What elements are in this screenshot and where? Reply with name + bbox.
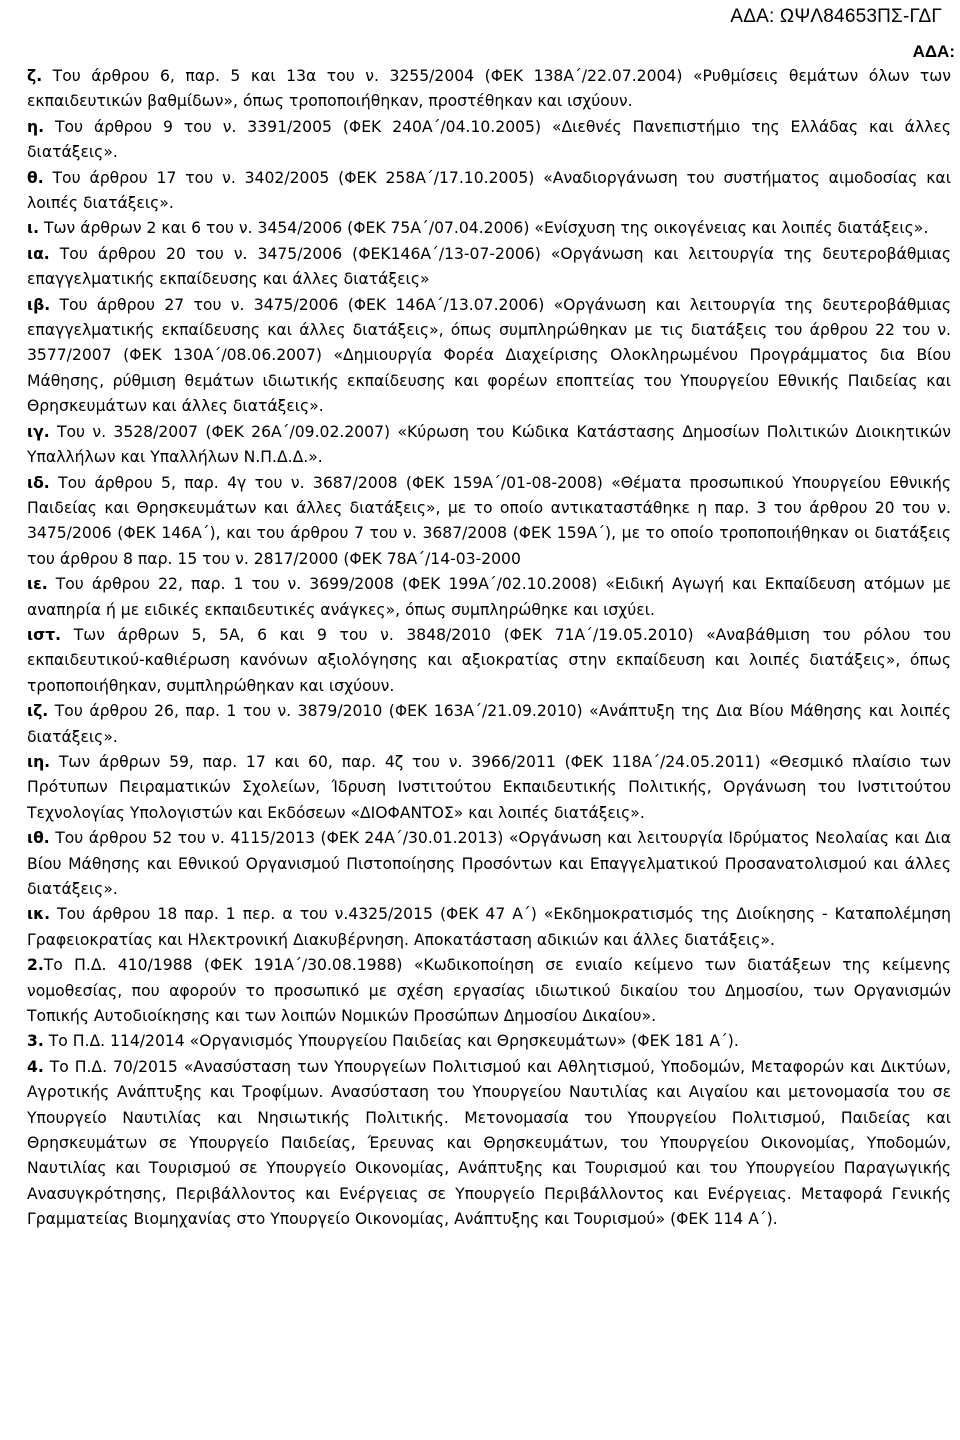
item-label: η. — [27, 117, 45, 136]
list-item — [27, 1029, 951, 1054]
item-label: ιθ. — [27, 829, 50, 848]
item-text: Του άρθρου 52 του ν. 4115/2013 (ΦΕΚ 24Α΄/30.01.2013) «Οργάνωση και λειτουργία Ιδρύματος Νεολαίας και Δια Βίου Μάθησης και Εθνικού Οργανισμού Πιστοποίησης Προσόντων και Επαγγελματικού Προσανατολισμού και άλλες διατάξεις». — [27, 829, 951, 898]
item-text: Το Π.Δ. 70/2015 «Ανασύσταση των Υπουργείων Πολιτισμού και Αθλητισμού, Υποδομών, Μεταφορών και Δικτύων, Αγροτικής Ανάπτυξης και Τροφίμων. Ανασύσταση του Υπουργείου Ναυτιλίας και Αιγαίου και μετονομασία του σε Υπουργείο Ναυτιλίας και Νησιωτικής Πολιτικής. Μετονομασία του Υπουργείου Πολιτισμού, Παιδείας και Θρησκευμάτων σε Υπουργείο Παιδείας, Έρευνας και Θρησκευμάτων, του Υπουργείου Οικονομίας, Υποδομών, Ναυτιλίας και Τουρισμού σε Υπουργείο Οικονομίας, Ανάπτυξης και Τουρισμού και του Υπουργείου Παραγωγικής Ανασυγκρότησης, Περιβάλλοντος και Ενέργειας σε Υπουργείο Περιβάλλοντος και Ενέργειας. Μεταφορά Γενικής Γραμματείας Βιομηχανίας στο Υπουργείο Οικονομίας, Ανάπτυξης και Τουρισμού» (ΦΕΚ 114 Α΄). — [27, 1057, 951, 1229]
item-label: ι. — [27, 219, 39, 238]
item-label: ιστ. — [27, 625, 62, 644]
item-text: Το Π.Δ. 410/1988 (ΦΕΚ 191Α΄/30.08.1988) «Κωδικοποίηση σε ενιαίο κείμενο των διατάξεων της κείμενης νομοθεσίας, που αφορούν το προσωπικό με σχέση εργασίας ιδιωτικού δικαίου του Δημοσίου, των Οργανισμών Τοπικής Αυτοδιοίκησης και των λοιπών Νομικών Προσώπων Δημοσίου Δικαίου». — [27, 956, 951, 1026]
list-item — [27, 471, 951, 573]
list-item — [27, 420, 951, 471]
list-item — [27, 826, 951, 902]
item-label: ιδ. — [27, 473, 50, 492]
list-item — [27, 293, 951, 420]
item-text: Του άρθρου 27 του ν. 3475/2006 (ΦΕΚ 146Α΄/13.07.2006) «Οργάνωση και λειτουργία της δευτεροβάθμιας επαγγελματικής εκπαίδευσης και άλλες διατάξεις», όπως συμπληρώθηκαν με τις διατάξεις του άρθρου 22 του ν. 3577/2007 (ΦΕΚ 130Α΄/08.06.2007) «Δημιουργία Φορέα Διαχείρισης Ολοκληρωμένου Προγράμματος δια Βίου Μάθησης, ρύθμιση θεμάτων ιδιωτικής εκπαίδευσης και φορέων εποπτείας του Υπουργείου Εθνικής Παιδείας και Θρησκευμάτων και άλλες διατάξεις». — [27, 295, 951, 416]
item-text: Του άρθρου 9 του ν. 3391/2005 (ΦΕΚ 240Α΄/04.10.2005) «Διεθνές Πανεπιστήμιο της Ελλάδας και άλλες διατάξεις». — [27, 117, 951, 162]
item-label: θ. — [27, 168, 44, 187]
item-label: 4. — [27, 1057, 44, 1076]
item-text: Του ν. 3528/2007 (ΦΕΚ 26Α΄/09.02.2007) «Κύρωση του Κώδικα Κατάστασης Δημοσίων Πολιτικών Διοικητικών Υπαλλήλων και Υπαλλήλων Ν.Π.Δ.Δ.». — [27, 422, 951, 467]
item-label: ιγ. — [27, 422, 50, 441]
ada-label: ΑΔΑ: — [912, 42, 955, 61]
list-item — [27, 623, 951, 699]
item-text: Του άρθρου 22, παρ. 1 του ν. 3699/2008 (ΦΕΚ 199Α΄/02.10.2008) «Ειδική Αγωγή και Εκπαίδευση ατόμων με αναπηρία ή με ειδικές εκπαιδευτικές ανάγκες», όπως συμπληρώθηκε και ισχύει. — [27, 575, 951, 619]
list-item — [27, 242, 951, 293]
list-item — [27, 902, 951, 953]
ada-header: ΑΔΑ: ΩΨΛ84653ΠΣ-ΓΔΓ — [730, 6, 942, 27]
item-text: Των άρθρων 59, παρ. 17 και 60, παρ. 4ζ του ν. 3966/2011 (ΦΕΚ 118Α΄/24.05.2011) «Θεσμικό πλαίσιο των Πρότυπων Πειραματικών Σχολείων, Ίδρυση Ινστιτούτου Εκπαιδευτικής Πολιτικής, Οργάνωση του Ινστιτούτου Τεχνολογίας Υπολογιστών και Εκδόσεων «ΔΙΟΦΑΝΤΟΣ» και λοιπές διατάξεις». — [27, 752, 951, 822]
list-item — [27, 166, 951, 217]
item-label: 3. — [27, 1032, 44, 1051]
item-text: Του άρθρου 5, παρ. 4γ του ν. 3687/2008 (ΦΕΚ 159Α΄/01-08-2008) «Θέματα προσωπικού Υπουργείου Εθνικής Παιδείας και Θρησκευμάτων και άλλες διατάξεις», με το οποίο αντικαταστάθηκε η παρ. 3 του άρθρου 20 του ν. 3475/2006 (ΦΕΚ 146Α΄), και του άρθρου 7 του ν. 3687/2008 (ΦΕΚ 159Α΄), με το οποίο τροποποιήθηκαν οι διατάξεις του άρθρου 8 παρ. 15 του ν. 2817/2000 (ΦΕΚ 78Α΄/14-03-2000 — [27, 473, 951, 568]
item-text: Του άρθρου 18 παρ. 1 περ. α του ν.4325/2015 (ΦΕΚ 47 Α΄) «Εκδημοκρατισμός της Διοίκησης - Καταπολέμηση Γραφειοκρατίας και Ηλεκτρονική Διακυβέρνηση. Αποκατάσταση αδικιών και άλλες διατάξεις». — [27, 905, 951, 949]
document-page — [27, 40, 955, 1233]
item-label: ιβ. — [27, 295, 51, 314]
item-text: Του άρθρου 17 του ν. 3402/2005 (ΦΕΚ 258Α΄/17.10.2005) «Αναδιοργάνωση του συστήματος αιμοδοσίας και λοιπές διατάξεις». — [27, 168, 951, 213]
list-item — [27, 572, 951, 623]
item-text: Το Π.Δ. 114/2014 «Οργανισμός Υπουργείου Παιδείας και Θρησκευμάτων» (ΦΕΚ 181 Α΄). — [43, 1032, 739, 1051]
item-label: ιζ. — [27, 702, 49, 721]
list-item — [27, 750, 951, 826]
item-text: Των άρθρων 5, 5Α, 6 και 9 του ν. 3848/2010 (ΦΕΚ 71Α΄/19.05.2010) «Αναβάθμιση του ρόλου του εκπαιδευτικού-καθιέρωση κανόνων αξιολόγησης και αξιοκρατίας στην εκπαίδευση και λοιπές διατάξεις», όπως τροποποιήθηκαν, συμπληρώθηκαν και ισχύουν. — [27, 625, 951, 695]
item-label: 2. — [27, 956, 44, 975]
item-text: Των άρθρων 2 και 6 του ν. 3454/2006 (ΦΕΚ 75Α΄/07.04.2006) «Ενίσχυση της οικογένειας και λοιπές διατάξεις». — [39, 219, 929, 238]
list-item — [27, 1055, 951, 1233]
item-label: ζ. — [27, 67, 43, 85]
item-label: ιε. — [27, 575, 48, 594]
item-text: Του άρθρου 20 του ν. 3475/2006 (ΦΕΚ146Α΄/13-07-2006) «Οργάνωση και λειτουργία της δευτεροβάθμιας επαγγελματικής εκπαίδευσης και άλλες διατάξεις» — [27, 244, 951, 289]
item-label: ια. — [27, 244, 50, 263]
list-item — [27, 216, 951, 241]
list-item — [27, 64, 951, 115]
item-label: ιη. — [27, 752, 51, 771]
list-item — [27, 115, 951, 166]
list-item — [27, 953, 951, 1029]
item-label: ικ. — [27, 905, 51, 924]
item-text: Του άρθρου 26, παρ. 1 του ν. 3879/2010 (ΦΕΚ 163Α΄/21.09.2010) «Ανάπτυξη της Δια Βίου Μάθησης και λοιπές διατάξεις». — [27, 702, 951, 746]
list-item — [27, 699, 951, 750]
item-text: Του άρθρου 6, παρ. 5 και 13α του ν. 3255/2004 (ΦΕΚ 138Α΄/22.07.2004) «Ρυθμίσεις θεμάτων όλων των εκπαιδευτικών βαθμίδων», όπως τροποποιήθηκαν, προστέθηκαν και ισχύουν. — [27, 67, 951, 111]
